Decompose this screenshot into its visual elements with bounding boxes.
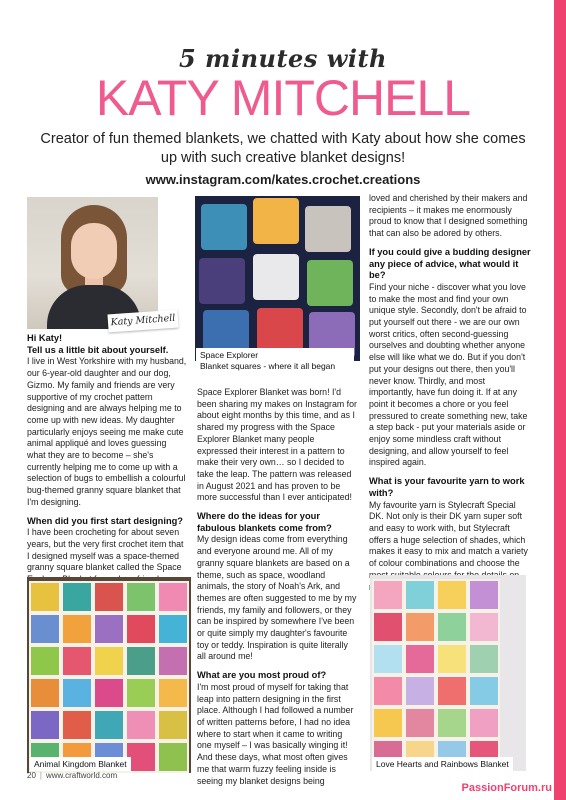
question-heading-proud: What are you most proud of? (197, 670, 327, 681)
answer-ideas: My design ideas come from everything and everyone around me. All of my granny square blankets are based on a theme, such as space, woodland animals, the story of Noah's Ark, and themes are often suggested to me by my friends, my family and followers, or they can be inspired by somewhere I've been or quite simply my daughter's favourite toy or teddy. Inspiration is quite literally all around me! (197, 534, 357, 662)
article-column-2 (197, 387, 357, 794)
animal-tile (125, 709, 157, 741)
animal-tile (61, 645, 93, 677)
animal-tile (93, 613, 125, 645)
animal-tile (29, 709, 61, 741)
granny-square-planet (201, 204, 247, 250)
animal-kingdom-caption: Animal Kingdom Blanket (30, 757, 131, 771)
heart-tile (436, 707, 468, 739)
heart-tile (372, 611, 404, 643)
question-heading-start: When did you first start designing? (27, 515, 183, 526)
animal-tile (29, 613, 61, 645)
heart-tile (436, 611, 468, 643)
animal-tile (29, 581, 61, 613)
greeting-heading: Hi Katy! (27, 333, 63, 343)
animal-tile (93, 677, 125, 709)
heart-tile (468, 611, 500, 643)
heart-tile (372, 643, 404, 675)
heart-tile (436, 579, 468, 611)
space-explorer-photo (195, 196, 360, 361)
page-title: KATY MITCHELL (95, 70, 471, 126)
heart-tile (468, 643, 500, 675)
animal-tile (93, 709, 125, 741)
animal-tile (157, 581, 189, 613)
granny-square-saturn (199, 258, 245, 304)
question-heading-yarn: What is your favourite yarn to work with? (369, 476, 525, 498)
kicker: 5 minutes with (179, 44, 387, 73)
animal-tile (29, 677, 61, 709)
granny-square-alien (307, 260, 353, 306)
answer-start: I have been crocheting for about seven years, but the very first crochet item that I designed myself was a space-themed granny square blanket called the Space (27, 527, 184, 573)
heart-tile (404, 579, 436, 611)
heart-tile (372, 707, 404, 739)
heart-tile (436, 643, 468, 675)
heart-tile (468, 579, 500, 611)
animal-tile (125, 645, 157, 677)
animal-tile (93, 645, 125, 677)
question-heading-about: Tell us a little bit about yourself. (27, 344, 169, 355)
animal-tile (61, 677, 93, 709)
animal-tile (157, 645, 189, 677)
heart-tile (436, 675, 468, 707)
animal-tile (61, 581, 93, 613)
katy-name-tag: Katy Mitchell (107, 310, 178, 333)
animal-tile (125, 677, 157, 709)
katy-portrait-photo (27, 197, 158, 329)
heart-tile (404, 707, 436, 739)
animal-tile (157, 613, 189, 645)
question-heading-ideas: Where do the ideas for your fabulous blankets come from? (197, 511, 332, 533)
portrait-face (71, 223, 117, 279)
page-number: 20 (27, 771, 36, 780)
article-column-1 (27, 333, 187, 604)
answer-start-continued: Space Explorer Blanket was born! I'd been sharing my makes on Instagram for about eight months by this time, and as I shared my progress with the Space Explorer Blanket many people expressed their interest in a pattern to make their very own… so I decided to take the leap. The pattern was released in August 2021 and has proven to be more successful than I ever anticipated! (197, 387, 357, 503)
heart-tile (372, 579, 404, 611)
love-hearts-caption: Love Hearts and Rainbows Blanket (372, 757, 513, 771)
standfirst: Creator of fun themed blankets, we chatted with Katy about how she comes up with such creative blanket designs! (40, 131, 526, 166)
watermark: PassionForum.ru (461, 782, 552, 794)
granny-square-sun (253, 198, 299, 244)
heart-tile (372, 675, 404, 707)
question-heading-advice: If you could give a budding designer any piece of advice, what would it be? (369, 246, 531, 281)
love-hearts-photo (370, 575, 526, 771)
animal-tile (157, 709, 189, 741)
granny-square-astronaut (253, 254, 299, 300)
animal-tile (157, 741, 189, 773)
animal-tile (157, 677, 189, 709)
space-caption-line-2: Blanket squares - where it all began (200, 360, 336, 371)
animal-tile (125, 613, 157, 645)
granny-square-moon (305, 206, 351, 252)
heart-tile (404, 611, 436, 643)
answer-yarn: My favourite yarn is Stylecraft Special DK. Not only is their DK yarn super soft and easy to work with, but Stylecraft offers a huge selection of shades, which makes it easy to mix and match a variety of colour combinations and choose the (369, 499, 528, 569)
answer-about: I live in West Yorkshire with my husband, our 6-year-old daughter and our dog, Gizmo. My family and friends are very supportive of my crochet pattern designing and are always helping me to come up with new ideas. My daughter particularly enjoys seeing me make cute animal appliqué and loves guessing what they are to become – she's currently helping me to come up with a selection of bugs to embellish a colourful bug-themed granny square blanket that I'm designing. (27, 356, 187, 507)
answer-proud-continued: loved and cherished by their makers and recipients – it makes me enormously proud to know that I designed something that can also be adored by others. (369, 193, 528, 239)
animal-tile (61, 709, 93, 741)
answer-proud: I'm most proud of myself for taking that leap into pattern designing in the first place. Although I had followed a number of written patterns before, I had no idea where to start when it came to writing one myself – I was basically winging it! And these days, what most often gives me that warm fuzzy feeling inside is seeing my blanket designs being (197, 681, 354, 786)
instagram-link[interactable]: www.instagram.com/kates.crochet.creations (145, 172, 421, 187)
heart-tile (404, 675, 436, 707)
heart-tile (468, 675, 500, 707)
heart-tile (404, 643, 436, 675)
animal-tile (29, 645, 61, 677)
space-caption-line-1: Space Explorer (200, 350, 259, 360)
answer-advice: Find your niche - discover what you love to make the most and find your own unique style. Secondly, don't be afraid to put yourself out there - we are our own worst critics, often second-guessing ourselves and doubting whether anyone else will like what we do. But if you don't put your designs out there, then you'll never know. Thirdly, and most importantly, have fun doing it. If at any point it becomes a chore or you feel pressured to create something new, take a step back - put your materials aside or enjoy some mindless craft without designing, and allow yourself to feel inspired again. (369, 281, 528, 468)
animal-kingdom-photo (27, 577, 191, 773)
footer-separator: | (39, 771, 42, 780)
page-footer (27, 771, 117, 780)
space-explorer-caption (196, 348, 354, 373)
animal-tile (61, 613, 93, 645)
heart-tile (468, 707, 500, 739)
animal-tile (125, 581, 157, 613)
footer-site-link[interactable]: www.craftworld.com (45, 771, 118, 780)
animal-tile (93, 581, 125, 613)
article-column-3 (369, 193, 532, 600)
